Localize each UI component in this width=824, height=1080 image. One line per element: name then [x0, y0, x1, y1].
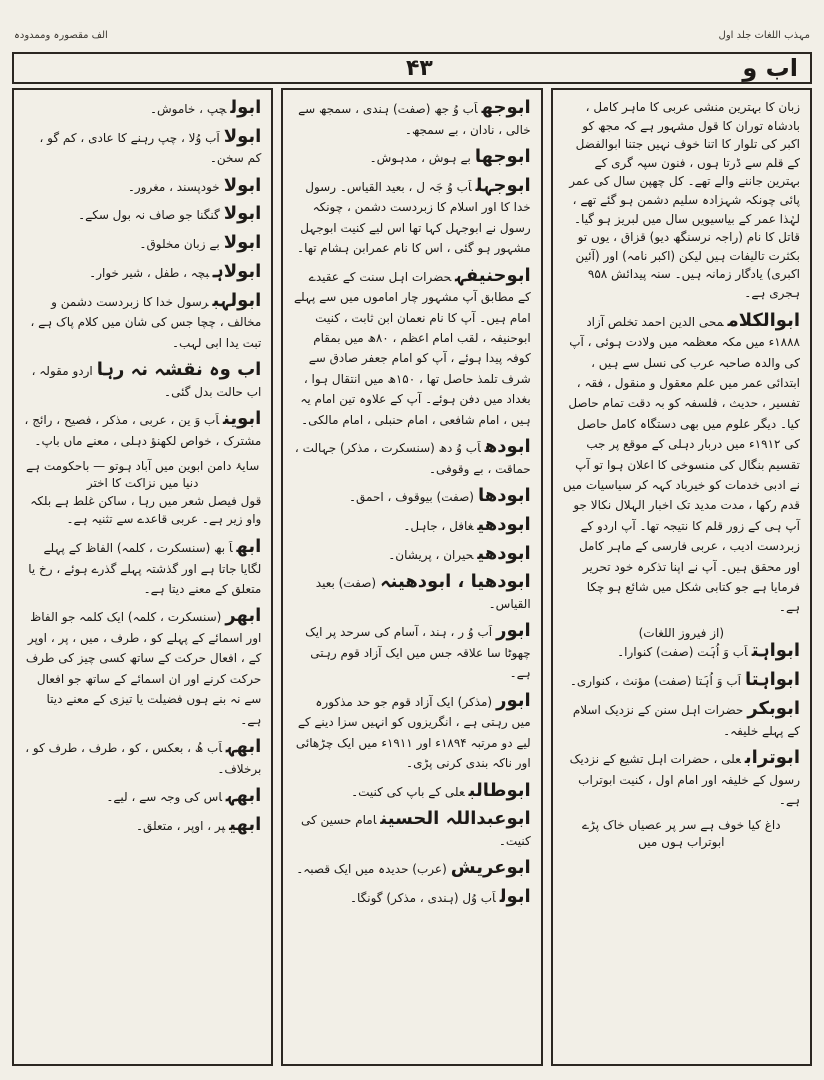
- dictionary-entry: [24, 127, 261, 168]
- entry-definition: اَب وُ جَہ ل ، بعید القیاس۔ رسول خدا کا اور اسلام کا زبردست دشمن ، چونکہ رسول نے ابوجہل کہا تھا اس لیے کنیت ابوجہل مشہور ہو گئی ، اس کا نام عمرابن ہشام تھا۔: [297, 179, 531, 256]
- dictionary-entry: [24, 204, 261, 225]
- dictionary-entry: [293, 858, 530, 879]
- entry-headword: ابوجھا: [474, 146, 531, 168]
- entry-headword: ابوجہل: [475, 174, 531, 196]
- columns-container: [12, 88, 812, 1066]
- entry-definition: علی ، حضرات اہل تشیع کے نزدیک رسول کے خلیفہ اور امام اول ، کنیت ابوتراب ہے۔: [569, 751, 800, 808]
- running-header-right: مہذب اللغات جلد اول: [718, 30, 810, 41]
- entry-headword: ابوجھ: [481, 97, 531, 118]
- entry-definition: اَب وُ دھ (سنسکرت ، مذکر) جہالت ، حماقت ، بے وقوفی۔: [294, 441, 531, 476]
- dictionary-entry: [293, 98, 530, 139]
- dictionary-entry: [563, 670, 800, 691]
- page-number: ۴۳: [406, 55, 433, 81]
- dictionary-entry: [293, 887, 530, 908]
- entry-definition: اردو مقولہ ، اب حالت بدل گئی۔: [31, 363, 262, 399]
- paragraph: قول فیصل شعر میں رہا ، ساکن غلط ہے بلکہ واو زیر ہے۔ عربی قاعدے سے تثنیہ ہے۔: [30, 493, 262, 527]
- entry-headword: ابوین: [223, 408, 262, 430]
- entry-definition: چپ ، خاموش۔: [149, 102, 227, 116]
- entry-headword: ابور: [496, 689, 531, 711]
- running-header-left: الف مقصورہ وممدودہ: [14, 30, 108, 41]
- entry-headword: ابوطالب: [468, 779, 531, 801]
- dictionary-entry: [563, 311, 800, 617]
- dictionary-entry: [293, 544, 530, 565]
- entry-definition: محی الدین احمد تخلص آزاد ۱۸۸۸ء میں مکہ معظمہ میں ولادت ہوئی ، آپ کی والدہ صاحبہ عرب کی نسل سے ہیں ، ابتدائی عمر میں علم معقول و منقول ، فقہ ، تفسیر ، حدیث ، فلسفہ کو بہ دقت تمام حاصل کیا۔ دیگر علوم میں بھی دستگاہ کامل حاصل کی ۱۹۱۲ء میں دربار دہلی کے موقع پر جب تقسیم بنگال کی منسوخی کا اعلان ہوا تو آپ نے ادبی خدمات کو خیرباد کہہ کر سیاسیات میں قدم رکھا ، مدت مدید تک اخبار الہلال نکالا جو آپ ہی کے زور قلم کا نتیجہ تھا۔ آپ اردو کے زبردست ادیب ، عربی فارسی کے ماہر کامل اور محقق ہیں۔ آپ نے اپنا تذکرہ خود تحریر فرمایا ہے جو کتابی شکل میں شائع ہو چکا ہے۔: [562, 314, 800, 615]
- dictionary-entry: [24, 606, 261, 729]
- entry-headword: ابوعبداللہ الحسین: [380, 808, 531, 830]
- entry-headword: ابوالکلام: [727, 309, 800, 331]
- dictionary-entry: [24, 291, 261, 352]
- entry-headword: ابوعریش: [450, 857, 531, 879]
- entry-definition: علی کے باپ کی کنیت۔: [351, 784, 465, 799]
- entry-headword: ابھہ: [225, 785, 262, 807]
- dictionary-entry: [24, 233, 261, 254]
- column-3: [12, 88, 273, 1066]
- entry-headword: ابودھی: [477, 513, 531, 535]
- entry-headword: ابودھ: [484, 436, 531, 458]
- entry-headword: ابودھیا ، ابودھینہ: [380, 571, 531, 593]
- running-header: [14, 30, 810, 41]
- entry-headword: ابودھا: [477, 485, 531, 507]
- dictionary-entry: [293, 147, 530, 168]
- page-header: [12, 52, 812, 84]
- entry-headword: ابولا: [223, 232, 262, 254]
- entry-definition: اَب وَ اُہَتا (صفت) مؤنث ، کنواری۔: [569, 674, 741, 689]
- paragraph: زبان کا بہترین منشی عربی کا ماہر کامل ، بادشاہ توران کا قول مشہور ہے کہ مجھ کو اکبر کی تلوار کا اتنا خوف نہیں جتنا ابوالفضل کے قلم سے ڈرتا ہوں ، فنون سپہ گری کے بہترین جاننے والے تھے۔ کل چھپن سال کی عمر پائی چونکہ شہزادہ سلیم دشمن ہو گئے تھے ، لہٰذا عمر کے بیاسیویں سال میں لبریز ہو گیا۔ قاتل کا نام (راجہ نرسنگھ دیو) قزاق ، یوں تو بکثرت تالیفات ہیں لیکن (اکبر نامہ) اور (آئین اکبری) یادگار زمانہ ہیں۔ سنہ پیدائش ۹۵۸ ہجری ہے۔: [569, 100, 800, 300]
- entry-definition: رسول خدا کا زبردست دشمن و مخالف ، چچا جس کی شان میں کلام پاک ہے ، تبت یدا ابی لہب۔: [30, 294, 262, 350]
- dictionary-entry: [24, 360, 261, 401]
- entry-headword: ابولا: [223, 174, 262, 196]
- entry-note: داغ کیا خوف ہے سر پر عصیاں خاک پڑے ابوتراب ہوں میں: [582, 818, 781, 850]
- entry-headword: ابولا: [223, 203, 262, 225]
- dictionary-entry: [24, 409, 261, 450]
- dictionary-entry: [563, 641, 800, 662]
- entry-headword: ابوبکر: [747, 697, 800, 719]
- dictionary-entry: [24, 815, 261, 836]
- entry-headword: ابھہ: [225, 736, 262, 758]
- entry-definition: خودپسند ، مغرور۔: [127, 179, 220, 194]
- entry-definition: اَب وَ ین ، عربی ، مذکر ، فصیح ، رائج ، مشترک ، خواص لکھنؤ دہلی ، معنے ماں باپ۔: [24, 413, 262, 448]
- entry-definition: (صفت) بعید القیاس۔: [315, 576, 531, 611]
- entry-headword: ابواہت: [751, 640, 800, 662]
- dictionary-entry: [24, 176, 261, 197]
- entry-definition: غافل ، جاہل۔: [403, 518, 474, 533]
- section-heading: اب و: [742, 54, 798, 82]
- entry-headword: ابور: [496, 620, 531, 642]
- entry-definition: اَب وُ جھ (صفت) ہندی ، سمجھ سے خالی ، نادان ، بے سمجھ۔: [298, 102, 531, 137]
- entry-headword: ابواہتا: [744, 669, 800, 691]
- dictionary-entry: [24, 98, 261, 119]
- dictionary-entry: [293, 621, 530, 682]
- entry-definition: اَب ھُ ، بعکس ، کو ، طرف ، طرف کو ، برخلاف۔: [25, 741, 262, 776]
- entry-definition: امام حسین کی کنیت۔: [301, 813, 531, 848]
- dictionary-entry: [293, 515, 530, 536]
- entry-headword: ابودھی: [477, 542, 531, 564]
- dictionary-entry: [293, 266, 530, 429]
- column-2: [281, 88, 542, 1066]
- dictionary-entry: [293, 809, 530, 850]
- entry-definition: (سنسکرت ، کلمہ) ایک کلمہ جو الفاظ اور اسمائے کے پہلے کو ، طرف ، میں ، پر ، اوپر کے ، افعال حرکت کے ساتھ کسی چیز کی طرف حرکت کرنے اور ان اسمائے کے ساتھ جو افعال سے نہ بنے ہوں فضیلت یا تیزی کے معنے دیتا ہے۔: [25, 610, 262, 727]
- entry-headword: ابول: [499, 886, 531, 908]
- dictionary-entry: [24, 737, 261, 778]
- dictionary-entry: [293, 486, 530, 507]
- dictionary-entry: [24, 262, 261, 283]
- dictionary-entry: [293, 176, 530, 258]
- entry-definition: (صفت) بیوقوف ، احمق۔: [348, 490, 474, 505]
- entry-definition: اس کی وجہ سے ، لیے۔: [106, 790, 222, 805]
- dictionary-entry: [563, 748, 800, 809]
- entry-definition: بے ہوش ، مدہوش۔: [369, 151, 471, 166]
- entry-definition: گنگنا جو صاف نہ بول سکے۔: [78, 208, 220, 223]
- entry-headword: اب وہ نقشہ نہ رہا: [96, 358, 262, 380]
- entry-note: (از فیروز اللغات): [638, 625, 725, 640]
- entry-definition: اَب وُ ر ، ہند ، آسام کی سرحد پر ایک چھوٹا سا علاقہ جس میں ایک آزاد قوم رہتی ہے۔: [305, 625, 531, 681]
- entry-definition: اَب وَ اُہَت (صفت) کنوارا۔: [617, 645, 748, 660]
- entry-headword: ابھ: [236, 535, 262, 557]
- entry-definition: (عرب) حدیدہ میں ایک قصبہ۔: [296, 862, 447, 877]
- entry-headword: ابھر: [225, 605, 262, 627]
- entry-definition: حضرات اہل سنت کے عقیدے کے مطابق آپ مشہور چار اماموں میں سے پہلے امام ہیں۔ آپ کا نام نعمان ابن ثابت ، کنیت ابوحنیفہ ، لقب امام اعظم ، ۸۰ھ میں بمقام کوفہ پیدا ہوئے ، آپ کو امام جعفر صادق سے شرف تلمذ حاصل تھا ، ۱۵۰ھ میں انتقال ہوا ، بغداد میں دفن ہوئے۔ آپ کے علاوہ تین امام یہ ہیں ، امام شافعی ، امام حنبلی ، امام مالکی۔: [293, 269, 531, 427]
- dictionary-entry: [293, 691, 530, 773]
- entry-definition: پر ، اوپر ، متعلق۔: [135, 818, 226, 833]
- entry-definition: اَب وُل (ہندی ، مذکر) گونگا۔: [349, 891, 496, 906]
- entry-headword: ابولا: [223, 125, 262, 147]
- dictionary-entry: [24, 786, 261, 807]
- dictionary-entry: [293, 437, 530, 478]
- entry-definition: حیران ، پریشان۔: [388, 547, 474, 562]
- entry-definition: حضرات اہل سنن کے نزدیک اسلام کے پہلے خلیفہ۔: [572, 702, 800, 738]
- entry-headword: ابھی: [229, 813, 262, 835]
- dictionary-entry: [24, 537, 261, 598]
- dictionary-entry: [293, 781, 530, 802]
- entry-headword: ابوتراب: [744, 746, 800, 768]
- dictionary-entry: [563, 699, 800, 740]
- entry-definition: بے زبان مخلوق۔: [139, 237, 220, 252]
- column-1: [551, 88, 812, 1066]
- entry-definition: بچہ ، طفل ، شیر خوار۔: [89, 265, 210, 280]
- entry-definition: اَب وُلا ، چپ رہنے کا عادی ، کم گو ، کم سخن۔: [39, 130, 262, 166]
- entry-headword: ابولاہ: [213, 260, 262, 282]
- entry-definition: اَ بھ (سنسکرت ، کلمہ) الفاظ کے پہلے لگایا جاتا ہے اور گذشتہ پہلے گذرے ہوئے ، رخ یا متعلق کے معنے دیتا ہے۔: [28, 540, 262, 596]
- entry-definition: (مذکر) ایک آزاد قوم جو حد مذکورہ میں رہتی ہے ، انگریزوں کو انہیں سزا دینے کے لیے دو مرتبہ ۱۸۹۴ء اور ۱۹۱۱ء میں ایک چڑھائی اور ناکہ بندی کرنی پڑی۔: [295, 694, 531, 771]
- entry-headword: ابوحنیفہ: [455, 264, 531, 286]
- entry-note: سایۂ دامن ابوین میں آباد ہوتو — باحکومت ہے دنیا میں نزاکت کا اختر: [26, 459, 260, 490]
- entry-headword: ابولہب: [212, 289, 262, 311]
- entry-headword: ابول: [230, 97, 262, 118]
- dictionary-entry: [293, 572, 530, 613]
